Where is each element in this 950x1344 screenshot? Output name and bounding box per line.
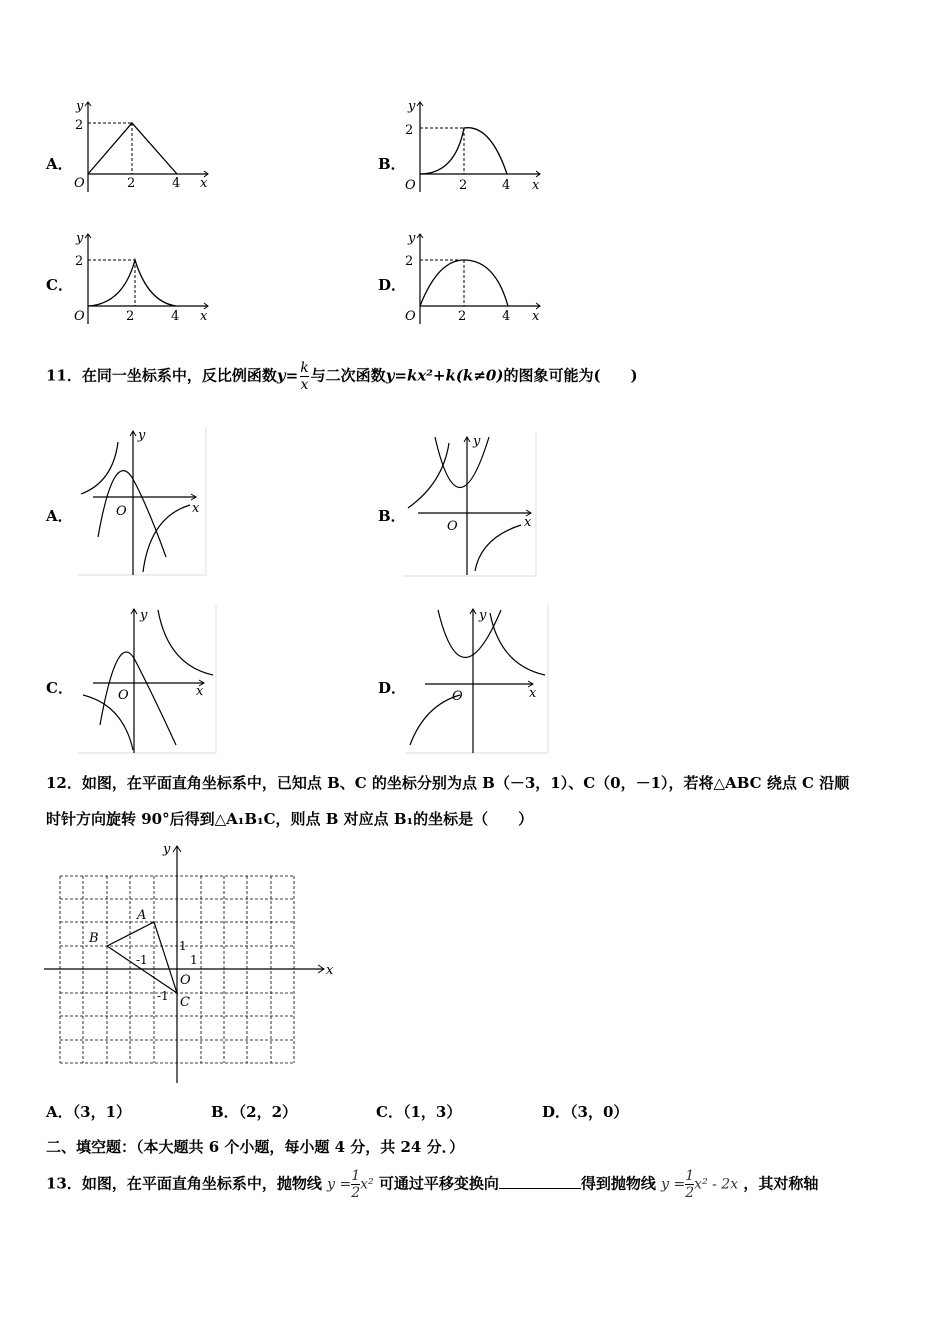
- q13-suffix: ，其对称轴: [743, 1174, 819, 1193]
- q11-graph-c: [78, 605, 218, 755]
- q11-graph-d: [405, 605, 550, 755]
- section-2-heading: 二、填空题：（本大题共 6 个小题，每小题 4 分，共 24 分．）: [46, 1138, 465, 1156]
- q12-x-label: x: [326, 963, 334, 978]
- q10-option-a-label[interactable]: A．: [46, 155, 73, 173]
- q12-one-x: 1: [190, 953, 198, 967]
- q13-prefix: 13．如图，在平面直角坐标系中，抛物线: [46, 1174, 322, 1193]
- q11-graph-a: [78, 427, 208, 577]
- q11-b-x-label: x: [524, 515, 532, 530]
- q10-b-tick-x4: 4: [502, 178, 511, 193]
- q13-eq1-y: y =: [327, 1176, 352, 1193]
- q10-c-y-label: y: [76, 231, 84, 246]
- q11-graph-b: [403, 433, 538, 578]
- q11-question: [46, 360, 638, 393]
- q11-a-x-label: x: [192, 501, 200, 516]
- q13-after-blank: 得到抛物线: [580, 1174, 656, 1193]
- q12-one-y: 1: [179, 939, 187, 953]
- q10-option-b-label[interactable]: B．: [378, 155, 406, 173]
- q11-option-d-label[interactable]: D．: [378, 679, 407, 697]
- q10-b-y-label: y: [408, 99, 416, 114]
- q10-c-tick-x2: 2: [126, 309, 135, 324]
- q10-a-x-label: x: [200, 176, 208, 191]
- q11-c-y-label: y: [140, 608, 148, 623]
- q10-d-tick-x4: 4: [502, 309, 511, 324]
- q10-b-x-label: x: [532, 178, 540, 193]
- q13-answer-blank[interactable]: [499, 1188, 581, 1189]
- q12-point-c: C: [180, 995, 190, 1010]
- q11-prefix: 11．在同一坐标系中，反比例函数: [46, 366, 277, 385]
- q11-option-b-label[interactable]: B．: [378, 507, 406, 525]
- q12-origin: O: [180, 973, 191, 988]
- q10-option-d-label[interactable]: D．: [378, 276, 407, 294]
- q10-c-x-label: x: [200, 309, 208, 324]
- q12-answer-a[interactable]: A．（3，1）: [46, 1103, 132, 1121]
- q12-answer-c[interactable]: C．（1，3）: [376, 1103, 462, 1121]
- q10-a-tick-y2: 2: [75, 118, 84, 133]
- q13-mid: 可通过平移变换向: [378, 1174, 499, 1193]
- q11-frac-den: x: [300, 377, 309, 393]
- q10-option-c-label[interactable]: C．: [46, 276, 73, 294]
- q11-c-origin: O: [118, 688, 129, 703]
- q13-eq2-den: 2: [685, 1185, 695, 1201]
- q10-b-origin: O: [405, 178, 416, 193]
- q13-eq2-num: 1: [685, 1168, 695, 1184]
- q11-y-eq: y=: [276, 366, 299, 385]
- q12-neg1-y: -1: [157, 989, 169, 1003]
- q11-a-y-label: y: [138, 428, 146, 443]
- q10-graph-d: [400, 226, 550, 326]
- q10-c-origin: O: [74, 309, 85, 324]
- q11-option-a-label[interactable]: A．: [46, 507, 73, 525]
- q12-neg1-x: -1: [136, 953, 148, 967]
- q13-eq2-tail: x² - 2x: [694, 1176, 739, 1193]
- q10-b-tick-x2: 2: [459, 178, 468, 193]
- q13-question: [46, 1168, 818, 1201]
- q12-line1: 12．如图，在平面直角坐标系中，已知点 B、C 的坐标分别为点 B（－3，1）、C（0，－1），若将△ABC 绕点 C 沿顺: [46, 774, 850, 792]
- q10-graph-a: [68, 94, 218, 194]
- q12-answer-d[interactable]: D．（3，0）: [542, 1103, 629, 1121]
- q11-d-origin: O: [452, 689, 463, 704]
- q10-d-tick-y2: 2: [405, 254, 414, 269]
- q11-frac-num: k: [300, 360, 309, 376]
- q13-eq1-num: 1: [351, 1168, 361, 1184]
- q11-c-x-label: x: [196, 684, 204, 699]
- q12-point-a: A: [137, 908, 147, 923]
- q13-eq2-y: y =: [661, 1176, 686, 1193]
- q12-line2: 时针方向旋转 90°后得到△A₁B₁C，则点 B 对应点 B₁的坐标是（ ）: [46, 810, 534, 828]
- q10-d-x-label: x: [532, 309, 540, 324]
- q11-option-c-label[interactable]: C．: [46, 679, 73, 697]
- q12-point-b: B: [89, 931, 99, 946]
- q10-c-curve: [88, 260, 176, 306]
- q11-a-origin: O: [116, 504, 127, 519]
- q10-c-tick-x4: 4: [171, 309, 180, 324]
- q12-y-label: y: [163, 842, 171, 857]
- q11-suffix: 的图象可能为( ): [503, 366, 638, 385]
- q10-a-y-label: y: [76, 99, 84, 114]
- q11-d-y-label: y: [479, 608, 487, 623]
- q10-d-tick-x2: 2: [458, 309, 467, 324]
- q10-a-tick-x4: 4: [172, 176, 181, 191]
- q11-b-origin: O: [447, 519, 458, 534]
- q10-d-y-label: y: [408, 231, 416, 246]
- q10-a-tick-x2: 2: [127, 176, 136, 191]
- q11-d-x-label: x: [529, 686, 537, 701]
- q10-d-origin: O: [405, 309, 416, 324]
- q10-b-tick-y2: 2: [405, 123, 414, 138]
- q10-a-origin: O: [74, 176, 85, 191]
- q11-middle: 与二次函数: [310, 366, 386, 385]
- q10-graph-b: [400, 94, 550, 194]
- q12-answer-b[interactable]: B．（2，2）: [211, 1103, 298, 1121]
- q13-eq1-tail: x²: [360, 1176, 374, 1193]
- q11-b-y-label: y: [473, 434, 481, 449]
- q12-grid-figure: [44, 840, 339, 1085]
- q13-eq1-den: 2: [351, 1185, 361, 1201]
- q10-graph-c: [68, 226, 218, 326]
- q10-c-tick-y2: 2: [75, 254, 84, 269]
- q11-quadratic: y=kx²+k(k≠0): [385, 366, 504, 385]
